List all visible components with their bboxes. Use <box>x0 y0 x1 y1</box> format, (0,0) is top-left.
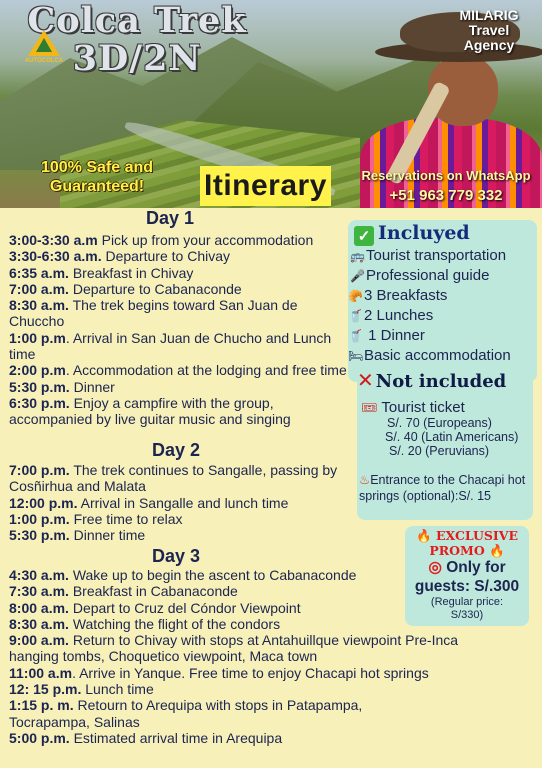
ticket-icon: 🎟 <box>361 400 378 415</box>
schedule-item <box>9 511 349 527</box>
promo-guests-price <box>405 558 529 596</box>
schedule-item <box>9 567 404 583</box>
ticket-label: Tourist ticket <box>381 399 465 416</box>
schedule-text: Depart to Cruz del Cóndor Viewpoint <box>68 599 301 616</box>
title-line-1: Colca Trek <box>27 0 247 41</box>
included-item <box>348 266 537 286</box>
itinerary-heading: Itinerary <box>200 166 331 206</box>
schedule-time: 12:00 p.m. <box>9 494 78 511</box>
agency-logo-icon <box>24 30 64 70</box>
not-included-panel <box>357 366 533 520</box>
day-schedule <box>9 232 349 428</box>
tourist-ticket <box>361 399 465 416</box>
promo-title-text: EXCLUSIVE <box>435 528 518 543</box>
schedule-text: Arrival in Sangalle and lunch time <box>77 494 289 511</box>
schedule-time: 5:30 p.m. <box>9 527 70 544</box>
schedule-item <box>9 265 349 281</box>
schedule-text: Departure to Cabanaconde <box>68 280 242 297</box>
schedule-text: Enjoy a campfire with the group, accompanied by live guitar music and singing <box>9 394 291 428</box>
schedule-item <box>9 362 349 378</box>
cup-icon: 🥤 <box>348 329 363 343</box>
croissant-icon: 🥐 <box>348 289 363 303</box>
schedule-text: Dinner <box>69 378 115 395</box>
schedule-time: 3:30-6:30 a.m. <box>9 248 102 265</box>
schedule-time: 1:15 p. m. <box>9 697 74 714</box>
included-item <box>348 246 537 266</box>
schedule-time: 6:30 p.m. <box>9 394 70 411</box>
schedule-item <box>9 281 349 297</box>
schedule-item <box>9 665 464 681</box>
schedule-item <box>9 681 464 697</box>
schedule-time: 2:00 p.m <box>9 362 66 379</box>
safe-guarantee-text <box>12 158 182 196</box>
schedule-time: 9:00 a.m. <box>9 632 69 649</box>
hot-springs-entry <box>359 472 533 504</box>
logo-mountain-shape <box>36 38 52 52</box>
schedule-time: 5:30 p.m. <box>9 378 70 395</box>
included-item <box>348 326 537 346</box>
schedule-text: Lunch time <box>81 681 154 698</box>
cross-icon: ✕ <box>357 368 374 392</box>
schedule-text: Departure to Chivay <box>101 248 231 265</box>
schedule-text: Watching the flight of the condors <box>68 615 281 632</box>
schedule-item <box>9 379 349 395</box>
included-item <box>348 286 537 306</box>
schedule-time: 11:00 a.m <box>9 664 73 681</box>
schedule-text: . Arrive in Yanque. Free time to enjoy Chacapi hot springs <box>72 664 429 681</box>
schedule-time: 5:00 p.m. <box>9 729 70 746</box>
not-included-title <box>357 368 506 392</box>
schedule-item <box>9 600 464 616</box>
promo-regular-price <box>405 596 529 622</box>
day-schedule <box>9 567 464 746</box>
promo-guests-line <box>405 558 529 577</box>
included-item-label: 1 Dinner <box>364 327 425 344</box>
bed-icon: 🛏 <box>348 349 364 363</box>
schedule-item <box>9 248 349 264</box>
promo-title <box>405 526 529 558</box>
schedule-text: The trek begins toward San Juan de Chuccho <box>9 297 298 330</box>
schedule-time: 12: 15 p.m. <box>9 681 82 698</box>
schedule-text: . Arrival in San Juan de Chucho and Lunch time <box>9 329 332 363</box>
schedule-text: Free time to relax <box>69 510 183 527</box>
schedule-text: Breakfast in Cabanaconde <box>68 583 238 600</box>
logo-text: AUTOCOLCA <box>24 58 64 64</box>
schedule-item <box>9 616 464 632</box>
fire-icon: 🔥 <box>416 528 432 543</box>
whatsapp-reservations <box>352 166 540 206</box>
agency-name <box>444 8 534 53</box>
day-heading: Day 1 <box>145 208 195 228</box>
safe-line: Guaranteed! <box>49 178 145 195</box>
schedule-text: . Accommodation at the lodging and free time <box>65 362 347 379</box>
not-included-title-text: Not included <box>375 371 507 392</box>
day-heading: Day 3 <box>151 546 201 566</box>
schedule-item <box>9 632 464 665</box>
bus-icon: 🚌 <box>350 249 365 263</box>
promo-title-line <box>405 543 529 558</box>
promo-guests-line: guests: S/.300 <box>414 578 520 595</box>
included-item-label: 2 Lunches <box>364 307 434 324</box>
schedule-time: 1:00 p.m. <box>9 510 70 527</box>
phone-number[interactable]: +51 963 779 332 <box>389 187 503 204</box>
included-title-text: Incluyed <box>378 222 470 244</box>
fire-icon: 🔥 <box>489 543 505 558</box>
schedule-item <box>9 730 464 746</box>
schedule-item <box>9 697 439 730</box>
agency-line: Travel <box>468 22 510 38</box>
included-item-label: Basic accommodation <box>364 347 511 364</box>
schedule-time: 7:00 p.m. <box>9 462 70 478</box>
schedule-item <box>9 495 349 511</box>
schedule-text: Dinner time <box>69 527 146 544</box>
schedule-time: 6:35 a.m. <box>9 264 69 281</box>
schedule-text: Wake up to begin the ascent to Cabanaconde <box>68 567 357 583</box>
agency-line: MILARIG <box>459 7 519 23</box>
title-line-2: 3D/2N <box>72 38 202 79</box>
schedule-item <box>9 297 349 330</box>
hot-springs-icon: ♨ <box>359 473 371 487</box>
included-item <box>348 306 537 326</box>
schedule-item <box>9 462 349 495</box>
day-heading: Day 2 <box>151 440 201 460</box>
ticket-price: S/. 20 (Peruvians) <box>389 444 490 458</box>
schedule-time: 7:30 a.m. <box>9 583 69 600</box>
schedule-text: Return to Chivay with stops at Antahuillque viewpoint Pre-Inca hanging tombs, Choquetico viewpoint, Maca town <box>9 632 459 665</box>
safe-line: 100% Safe and <box>40 159 154 176</box>
schedule-time: 8:30 a.m. <box>9 297 69 314</box>
schedule-item <box>9 527 349 543</box>
included-item-label: Tourist transportation <box>366 247 507 264</box>
included-list <box>348 246 537 366</box>
schedule-time: 4:30 a.m. <box>9 567 69 583</box>
schedule-item <box>9 395 349 428</box>
schedule-time: 8:30 a.m. <box>9 615 69 632</box>
schedule-time: 1:00 p.m <box>9 329 66 346</box>
target-icon: ◎ <box>428 559 442 576</box>
promo-regular-line: S/330) <box>450 609 484 621</box>
included-item <box>348 346 537 366</box>
agency-line: Agency <box>463 37 515 53</box>
schedule-time: 8:00 a.m. <box>9 599 69 616</box>
schedule-text: Retourn to Arequipa with stops in Patapampa, Tocrapampa, Salinas <box>9 697 363 730</box>
included-title <box>354 222 470 246</box>
cup-icon: 🥤 <box>348 309 363 323</box>
schedule-text: Breakfast in Chivay <box>68 264 194 281</box>
promo-title-line <box>405 528 529 543</box>
guide-icon: 🎤 <box>350 269 365 283</box>
schedule-time: 3:00-3:30 a.m <box>9 232 98 248</box>
promo-panel <box>405 526 529 626</box>
day-schedule <box>9 462 349 543</box>
schedule-item <box>9 330 349 363</box>
schedule-item <box>9 583 464 599</box>
included-item-label: 3 Breakfasts <box>364 287 448 304</box>
schedule-time: 7:00 a.m. <box>9 280 69 297</box>
schedule-item <box>9 232 349 248</box>
promo-regular-line: (Regular price: <box>430 596 504 608</box>
ticket-price: S/. 40 (Latin Americans) <box>385 430 519 444</box>
promo-guests-text: Only for <box>446 559 506 576</box>
schedule-text: Pick up from your accommodation <box>97 232 314 248</box>
reservations-label: Reservations on WhatsApp <box>361 168 531 183</box>
schedule-text: Estimated arrival time in Arequipa <box>69 729 283 746</box>
included-panel <box>348 220 537 382</box>
schedule-text: The trek continues to Sangalle, passing by Cosñirhua and Malata <box>9 462 338 495</box>
included-item-label: Professional guide <box>366 267 490 284</box>
hot-springs-text: Entrance to the Chacapi hot springs (optional):S/. 15 <box>359 473 526 503</box>
promo-title-text: PROMO <box>429 543 485 558</box>
ticket-price: S/. 70 (Europeans) <box>387 416 492 430</box>
check-icon: ✓ <box>354 226 374 246</box>
